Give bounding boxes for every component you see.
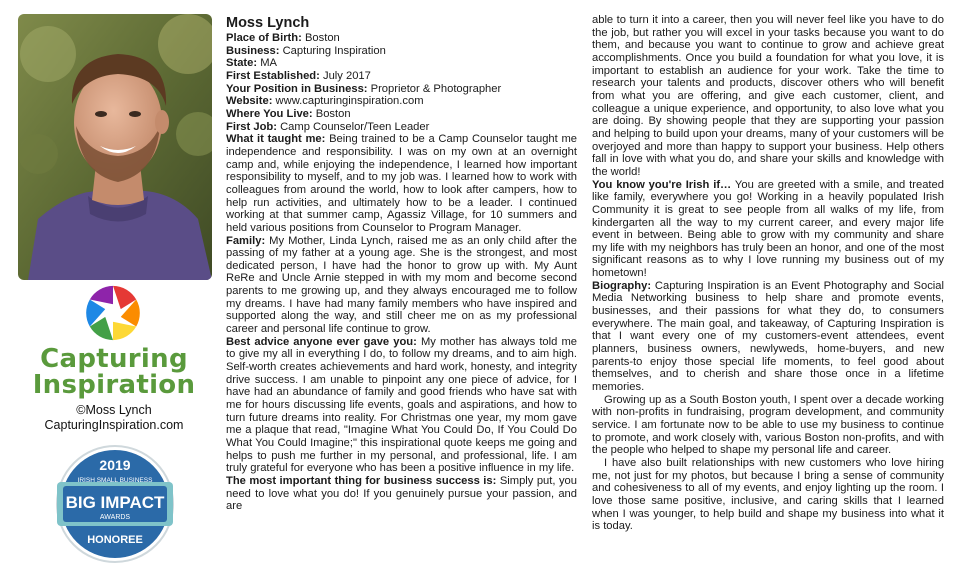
- paragraph-biography: Biography: Capturing Inspiration is an Event Photography and Social Media Networking business to help share and promote events, businesses, and their passions for what they do, to consumers everywhere. The main goal, and takeaway, of Capturing Inspiration is that I want every one of my customers-event attendees, event planners, business owners, newlyweds, home-buyers, and new parents-to enjoy those special life moments, to feel good about themselves, and to cherish and share those once in a lifetime memories.: [592, 279, 944, 394]
- badge-sub-text: AWARDS: [99, 514, 131, 521]
- award-badge: [54, 444, 176, 564]
- paragraph-irish-if: You know you're Irish if… You are greeted with a smile, and treated like family, everywhere you go! Working in a heavily populated Irish Community it is great to see people from all walks of my life, from kindergarten all the way to my current career, and every major life event in between. Being able to grow with my community and share my life with my neighbors has truly been an honor, and one of the most significant reasons as to why I love running my business out of my hometown!: [592, 178, 944, 280]
- badge-bottom-text: HONOREE: [87, 534, 143, 546]
- article-column-1: [226, 14, 577, 513]
- aperture-icon: [84, 284, 142, 342]
- fact-position: Your Position in Business: Proprietor & Photographer: [226, 82, 502, 95]
- badge-top-text: IRISH SMALL BUSINESS: [77, 477, 153, 484]
- portrait-illustration: [18, 14, 212, 280]
- profile-name: Moss Lynch: [226, 15, 310, 31]
- paragraph-biography-2: Growing up as a South Boston youth, I spent over a decade working with non-profits in fundraising, program development, and community service. I am fortunate now to be able to use my business to continue to promote, and work closely with, various Boston non-profits, and with the people who helped to shape my personal life and career.: [592, 393, 944, 457]
- fact-first-established: First Established: July 2017: [226, 69, 371, 82]
- paragraph-biography-3: I have also built relationships with new customers who love hiring me, not just for my photos, but because I bring a sense of community and cohesiveness to all of my events, and enjoy lighting up the room. I love those same positive, inclusive, and caring skills that I learned when I was younger, to help build and shape my business into what it is today.: [592, 456, 944, 533]
- paragraph-best-advice: Best advice anyone ever gave you: My mother has always told me to give my all in everything I do, to follow my dreams, and to aim high. Self-worth creates achievements and hard work, honesty, and integrity drive success. I am unable to pinpoint any one piece of advice, for I have had an abundance of family and good friends who have sat with me for hours discussing life events, goals and aspirations, and how to turn future dreams into reality. For Christmas one year, my mom gave me a plaque that read, "Imagine What You Could Do, If You Could Do What You Could Imagine;" this inspirational quote keeps me going and helps to push me further in my personal, and professional, life. I am truly grateful for everyone who has been a positive influence in my life.: [226, 335, 578, 475]
- photo-credit: ©Moss Lynch: [76, 403, 152, 417]
- fact-place-of-birth: Place of Birth: Boston: [226, 32, 340, 44]
- brand-line-1: Capturing: [40, 344, 188, 374]
- fact-where-you-live: Where You Live: Boston: [226, 107, 351, 120]
- badge-year: 2019: [99, 457, 131, 473]
- fact-state: State: MA: [226, 57, 277, 70]
- fact-first-job: First Job: Camp Counselor/Teen Leader: [226, 120, 430, 133]
- paragraph-family: Family: My Mother, Linda Lynch, raised me as an only child after the passing of my father at a young age. She is the strongest, and most dedicated person, I have had the honor to grow up with. My Aunt ReRe and Uncle Arnie stepped in with my mom and become second parents to me growing up, and they always encouraged me to follow my dreams. I have had many family members who have inspired and supported along the way, and still cheer me on as my professional career and personal life continue to grow.: [226, 234, 577, 336]
- website-credit: CapturingInspiration.com: [44, 418, 184, 432]
- fact-website: Website: www.capturinginspiration.com: [226, 95, 424, 108]
- portrait-photo: [18, 14, 212, 280]
- paragraph-most-important-cont: able to turn it into a career, then you will never feel like you have to do the job, but rather you will excel in your tasks because you want to do them, and because you want to continue to grow and achieve great accomplishments. Once you build a foundation for what you love, it is important to establish an audience for your work. Take the time to research your talents and products, discover others who will benefit from what you are offering, and give each customer, client, and colleague a unique experience, and opportunity, to also love what you are doing. By showing people that they are supporting your passion and helping to build upon your dreams, many of your customers will be overjoyed and more than happy to support your business. Help others fall in love with what you do, and share your skills and knowledge with the world!: [592, 14, 944, 178]
- article-column-2: [592, 14, 944, 533]
- badge-main-text: BIG IMPACT: [65, 493, 165, 512]
- fact-business: Business: Capturing Inspiration: [226, 44, 386, 57]
- brand-line-2: Inspiration: [32, 370, 196, 400]
- paragraph-most-important: The most important thing for business success is: Simply put, you need to love what you do! If you genuinely pursue your passion, and are: [226, 474, 577, 513]
- paragraph-what-it-taught: What it taught me: Being trained to be a Camp Counselor taught me independence and responsibility. I was on my own at an overnight camp and, while enjoying the independence, I learned how important responsibility to myself, and to my job was. I learned how to work with colleagues from around the world, how to look after campers, how to help run activities, and ultimately how to be a leader. I continued working at that summer camp, Agassiz Village, for 10 summers and held various positions from Counselor to Program Manager.: [226, 133, 577, 234]
